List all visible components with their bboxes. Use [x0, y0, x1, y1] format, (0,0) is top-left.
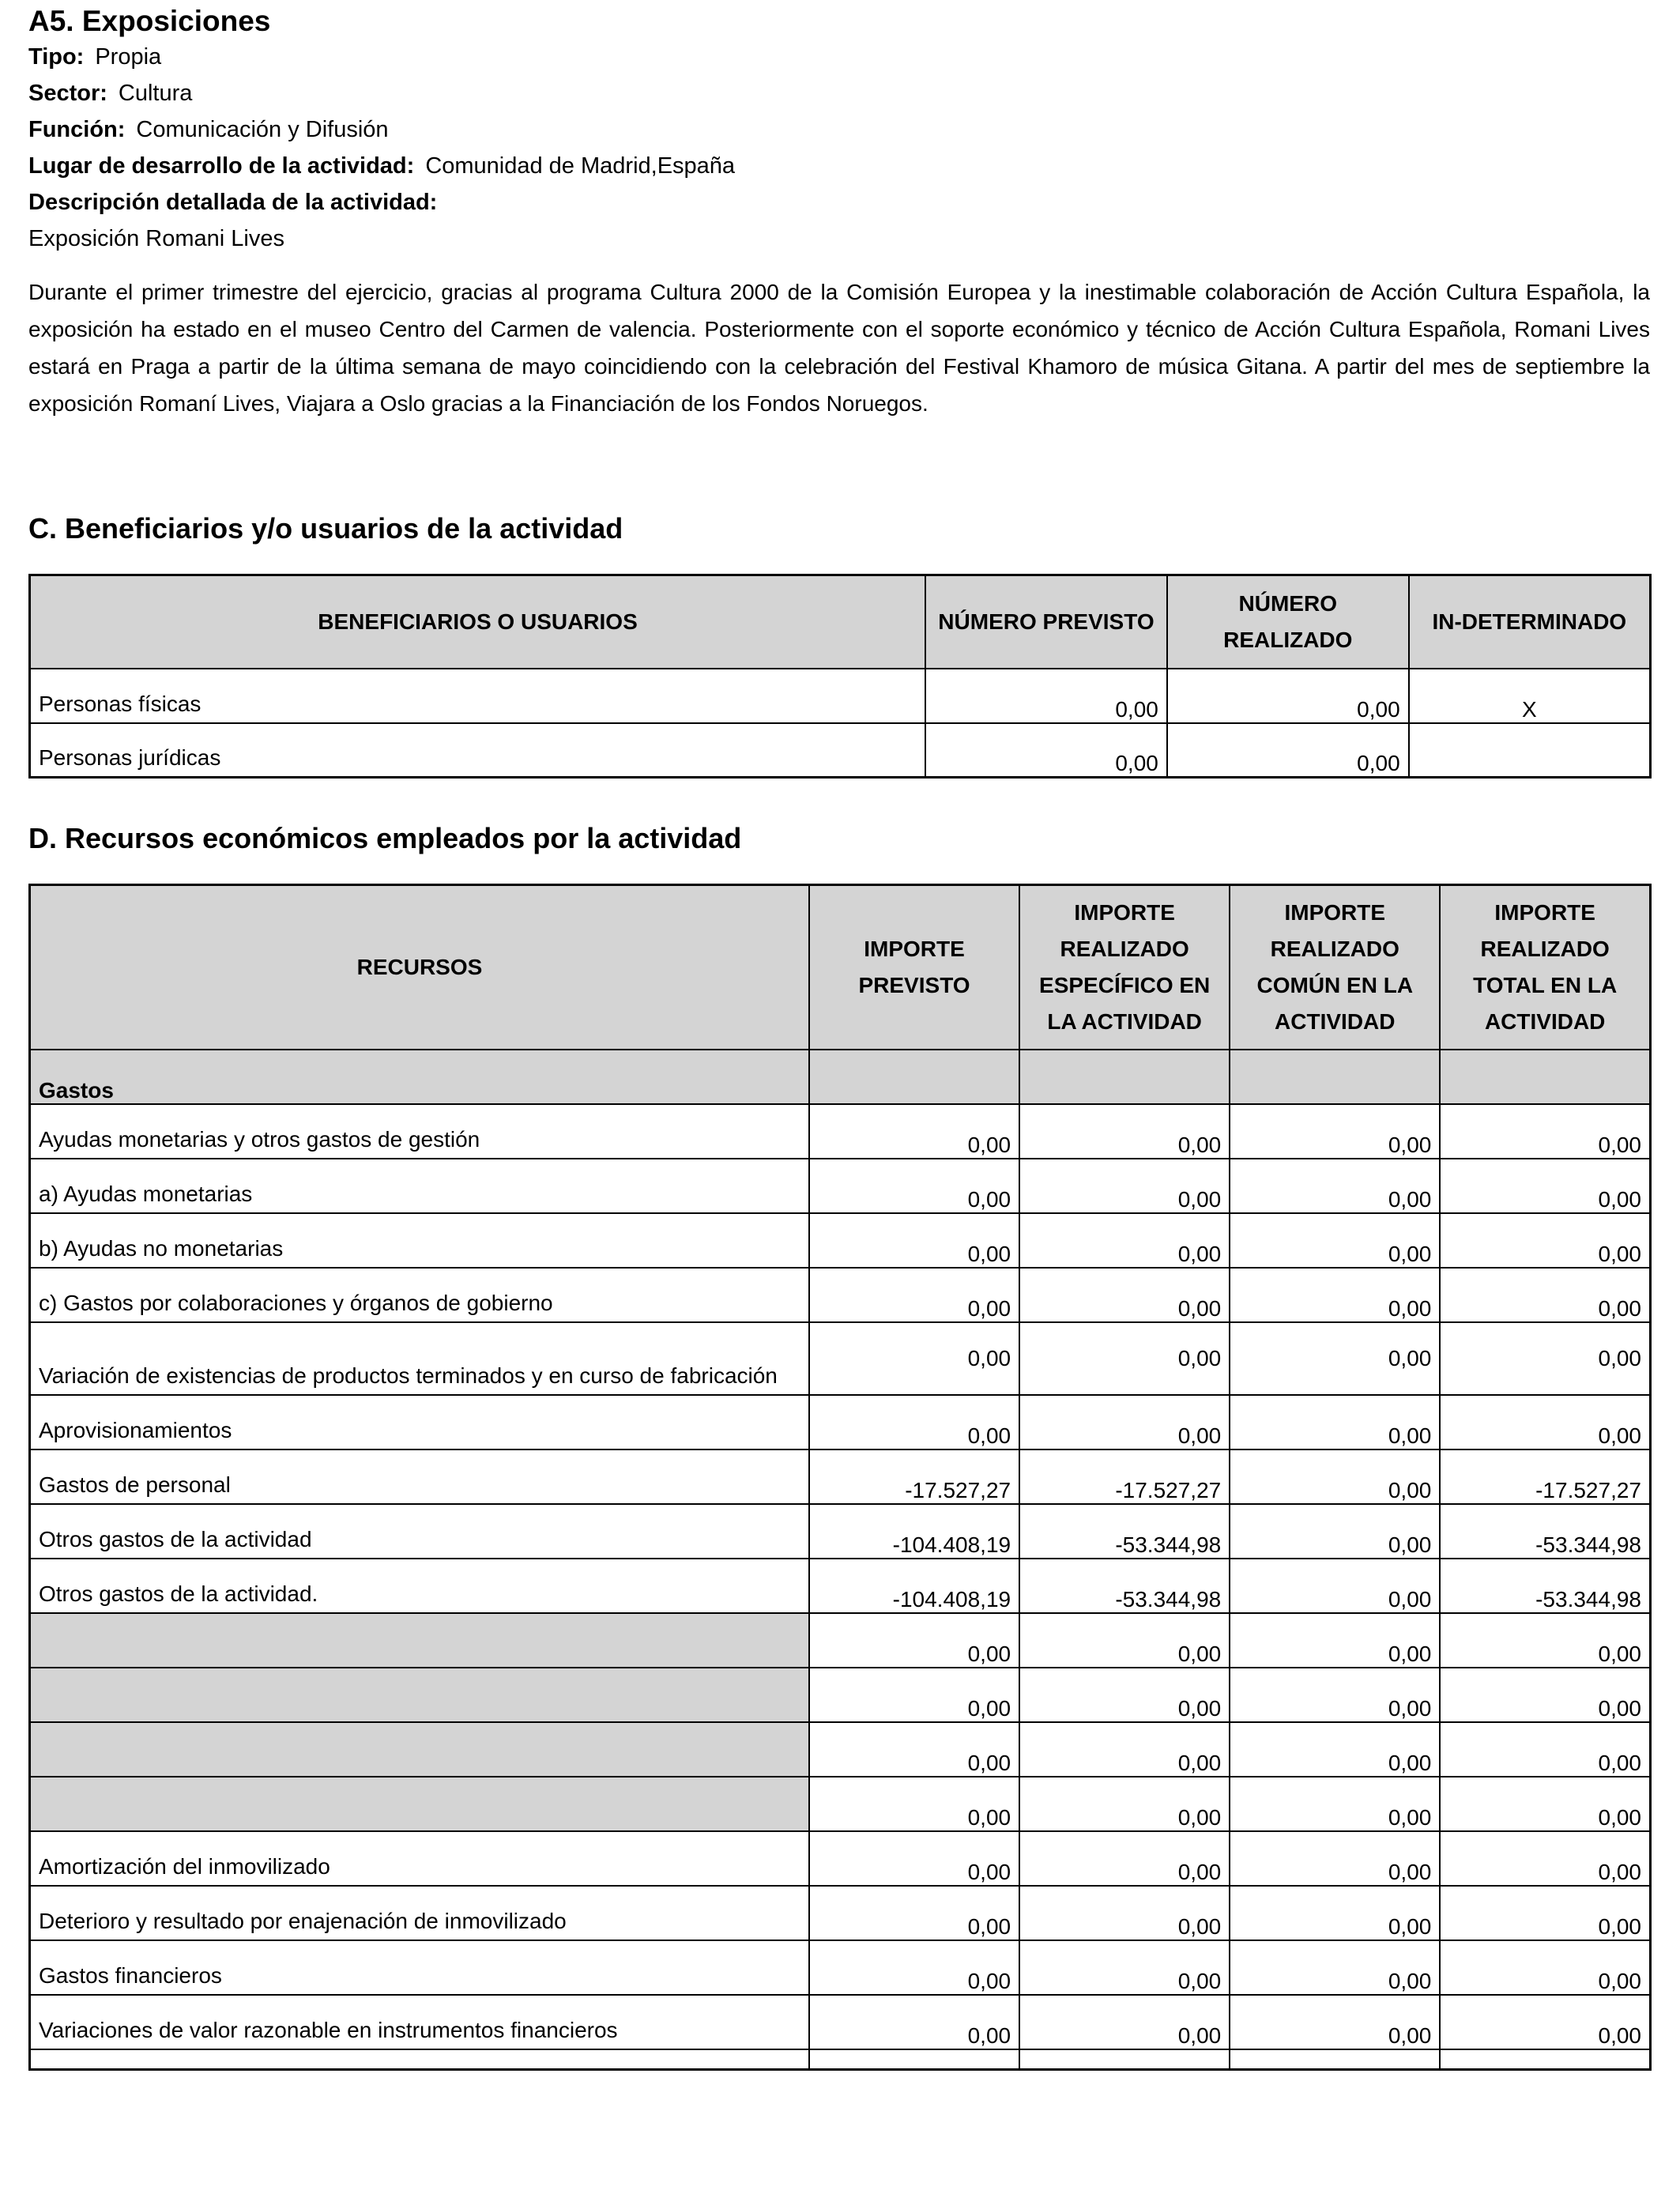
table-row — [30, 1268, 1651, 1322]
amount-cell: 0,00 — [809, 1886, 1019, 1940]
page-title: A5. Exposiciones — [28, 5, 271, 37]
amount-cell: 0,00 — [809, 1940, 1019, 1995]
tipo-value: Propia — [95, 44, 162, 70]
table-row — [30, 1504, 1651, 1559]
amount-cell: 0,00 — [809, 1104, 1019, 1159]
row-label: Otros gastos de la actividad. — [30, 1559, 809, 1613]
row-label: Personas jurídicas — [30, 723, 926, 778]
amount-cell: 0,00 — [1019, 1995, 1230, 2049]
amount-cell: 0,00 — [1440, 1322, 1650, 1395]
col-recursos: RECURSOS — [30, 885, 809, 1050]
sector-value: Cultura — [118, 81, 193, 106]
descripcion-text: Durante el primer trimestre del ejercicio, gracias al programa Cultura 2000 de la Comisión Europea y la inestimable colaboración de Acción Cultura Española, la exposición ha estado en el museo Centro del Carmen de valencia. Posteriormente con el soporte económico y técnico de Acción Cultura Española, Romani Lives estará en Praga a partir de la última semana de mayo coincidiendo con la celebración del Festival Khamoro de música Gitana. A partir del mes de septiembre la exposición Romaní Lives, Viajara a Oslo gracias a la Financiación de los Fondos Noruegos. — [28, 280, 1650, 416]
group-label: Gastos — [30, 1050, 809, 1104]
row-label: Otros gastos de la actividad — [30, 1504, 809, 1559]
cell-previsto: 0,00 — [925, 669, 1167, 723]
empty-cell — [1440, 2049, 1650, 2070]
col-importe-especifico: IMPORTE REALIZADO ESPECÍFICO EN LA ACTIVIDAD — [1019, 885, 1230, 1050]
section-beneficiarios-heading: C. Beneficiarios y/o usuarios de la actividad — [28, 512, 623, 545]
amount-cell: 0,00 — [1019, 1668, 1230, 1722]
table-row — [30, 1213, 1651, 1268]
tipo-line — [28, 44, 161, 70]
col-beneficiarios: BENEFICIARIOS O USUARIOS — [30, 575, 926, 669]
table-row — [30, 1322, 1651, 1395]
row-label: Personas físicas — [30, 669, 926, 723]
table-row — [30, 1449, 1651, 1504]
row-label: b) Ayudas no monetarias — [30, 1213, 809, 1268]
row-label — [30, 1668, 809, 1722]
table-row — [30, 669, 1651, 723]
table-row — [30, 1159, 1651, 1213]
amount-cell: 0,00 — [1230, 1159, 1440, 1213]
beneficiarios-header-row — [30, 575, 1651, 669]
amount-cell: -53.344,98 — [1019, 1559, 1230, 1613]
row-label — [30, 1777, 809, 1831]
amount-cell: 0,00 — [1230, 1886, 1440, 1940]
amount-cell: 0,00 — [1440, 1831, 1650, 1886]
col-importe-comun: IMPORTE REALIZADO COMÚN EN LA ACTIVIDAD — [1230, 885, 1440, 1050]
cell-indeterminado — [1409, 723, 1651, 778]
amount-cell: -53.344,98 — [1440, 1559, 1650, 1613]
table-row — [30, 1940, 1651, 1995]
amount-cell: 0,00 — [1230, 1831, 1440, 1886]
amount-cell: 0,00 — [1019, 1104, 1230, 1159]
amount-cell: 0,00 — [1230, 1559, 1440, 1613]
amount-cell: -53.344,98 — [1440, 1504, 1650, 1559]
amount-cell: 0,00 — [1230, 1940, 1440, 1995]
amount-cell: 0,00 — [1019, 1831, 1230, 1886]
descripcion-label: Descripción detallada de la actividad: — [28, 190, 438, 215]
row-label: Gastos de personal — [30, 1449, 809, 1504]
amount-cell: 0,00 — [809, 1395, 1019, 1449]
row-label: Ayudas monetarias y otros gastos de gestión — [30, 1104, 809, 1159]
amount-cell: 0,00 — [1230, 1104, 1440, 1159]
amount-cell: -104.408,19 — [809, 1559, 1019, 1613]
amount-cell: 0,00 — [1230, 1395, 1440, 1449]
table-row — [30, 1777, 1651, 1831]
amount-cell: 0,00 — [1019, 1159, 1230, 1213]
row-label: Variaciones de valor razonable en instrumentos financieros — [30, 1995, 809, 2049]
amount-cell: 0,00 — [1019, 1395, 1230, 1449]
sector-line — [28, 81, 192, 107]
funcion-value: Comunicación y Difusión — [136, 117, 389, 142]
col-indeterminado: IN-DETERMINADO — [1409, 575, 1651, 669]
amount-cell: -17.527,27 — [1019, 1449, 1230, 1504]
amount-cell: 0,00 — [1440, 1104, 1650, 1159]
recursos-header-row — [30, 885, 1651, 1050]
amount-cell: 0,00 — [809, 1722, 1019, 1777]
amount-cell: 0,00 — [1019, 1268, 1230, 1322]
section-recursos-heading: D. Recursos económicos empleados por la actividad — [28, 822, 742, 854]
row-label: a) Ayudas monetarias — [30, 1159, 809, 1213]
row-label — [30, 1613, 809, 1668]
tipo-label: Tipo: — [28, 44, 85, 70]
amount-cell: 0,00 — [1440, 1613, 1650, 1668]
amount-cell: 0,00 — [1440, 1213, 1650, 1268]
amount-cell: 0,00 — [809, 1159, 1019, 1213]
table-row — [30, 1722, 1651, 1777]
amount-cell: 0,00 — [809, 1831, 1019, 1886]
col-importe-total: IMPORTE REALIZADO TOTAL EN LA ACTIVIDAD — [1440, 885, 1650, 1050]
empty-cell — [1019, 2049, 1230, 2070]
amount-cell: 0,00 — [1019, 1213, 1230, 1268]
amount-cell: 0,00 — [1230, 1668, 1440, 1722]
amount-cell: 0,00 — [809, 1613, 1019, 1668]
amount-cell: 0,00 — [809, 1213, 1019, 1268]
amount-cell: 0,00 — [1019, 1722, 1230, 1777]
amount-cell: 0,00 — [1440, 1722, 1650, 1777]
amount-cell: -104.408,19 — [809, 1504, 1019, 1559]
row-label: Amortización del inmovilizado — [30, 1831, 809, 1886]
col-numero-realizado: NÚMERO REALIZADO — [1167, 575, 1409, 669]
col-importe-previsto: IMPORTE PREVISTO — [809, 885, 1019, 1050]
lugar-value: Comunidad de Madrid,España — [425, 153, 736, 179]
amount-cell: 0,00 — [1440, 1268, 1650, 1322]
amount-cell: 0,00 — [1230, 1995, 1440, 2049]
table-row — [30, 1613, 1651, 1668]
table-row — [30, 1104, 1651, 1159]
recursos-body — [30, 1104, 1651, 2070]
table-row — [30, 1886, 1651, 1940]
amount-cell: -17.527,27 — [809, 1449, 1019, 1504]
funcion-line — [28, 117, 389, 143]
recursos-table — [28, 884, 1652, 2071]
amount-cell: 0,00 — [1230, 1449, 1440, 1504]
table-row — [30, 1831, 1651, 1886]
amount-cell: 0,00 — [1019, 1777, 1230, 1831]
row-label — [30, 1722, 809, 1777]
amount-cell: 0,00 — [1440, 1886, 1650, 1940]
beneficiarios-table — [28, 574, 1652, 778]
cell-previsto: 0,00 — [925, 723, 1167, 778]
descripcion-title: Exposición Romani Lives — [28, 226, 284, 251]
table-row — [30, 1395, 1651, 1449]
group-cell — [809, 1050, 1019, 1104]
amount-cell: 0,00 — [1019, 1322, 1230, 1395]
group-cell — [1230, 1050, 1440, 1104]
amount-cell: 0,00 — [1440, 1777, 1650, 1831]
cell-realizado: 0,00 — [1167, 669, 1409, 723]
empty-cell — [809, 2049, 1019, 2070]
amount-cell: 0,00 — [1440, 1159, 1650, 1213]
table-footer-row — [30, 2049, 1651, 2070]
amount-cell: -17.527,27 — [1440, 1449, 1650, 1504]
group-cell — [1019, 1050, 1230, 1104]
amount-cell: 0,00 — [1440, 1668, 1650, 1722]
table-row — [30, 1995, 1651, 2049]
amount-cell: 0,00 — [809, 1668, 1019, 1722]
table-row — [30, 1668, 1651, 1722]
lugar-label: Lugar de desarrollo de la actividad: — [28, 153, 415, 179]
amount-cell: 0,00 — [1230, 1613, 1440, 1668]
amount-cell: 0,00 — [1230, 1722, 1440, 1777]
amount-cell: 0,00 — [1019, 1940, 1230, 1995]
amount-cell: 0,00 — [1230, 1777, 1440, 1831]
row-label: c) Gastos por colaboraciones y órganos de gobierno — [30, 1268, 809, 1322]
amount-cell: 0,00 — [1440, 1940, 1650, 1995]
row-label: Gastos financieros — [30, 1940, 809, 1995]
amount-cell: 0,00 — [809, 1777, 1019, 1831]
amount-cell: 0,00 — [809, 1268, 1019, 1322]
amount-cell: 0,00 — [1230, 1322, 1440, 1395]
sector-label: Sector: — [28, 81, 107, 106]
amount-cell: 0,00 — [1230, 1504, 1440, 1559]
gastos-group-row — [30, 1050, 1651, 1104]
amount-cell: 0,00 — [809, 1995, 1019, 2049]
cell-realizado: 0,00 — [1167, 723, 1409, 778]
amount-cell: 0,00 — [1230, 1268, 1440, 1322]
amount-cell: 0,00 — [1230, 1213, 1440, 1268]
amount-cell: 0,00 — [1440, 1395, 1650, 1449]
lugar-line — [28, 153, 735, 179]
table-row — [30, 1559, 1651, 1613]
row-label: Deterioro y resultado por enajenación de inmovilizado — [30, 1886, 809, 1940]
amount-cell: 0,00 — [1019, 1886, 1230, 1940]
amount-cell: 0,00 — [1019, 1613, 1230, 1668]
empty-cell — [1230, 2049, 1440, 2070]
empty-cell — [30, 2049, 809, 2070]
group-cell — [1440, 1050, 1650, 1104]
amount-cell: 0,00 — [1440, 1995, 1650, 2049]
table-row — [30, 723, 1651, 778]
col-numero-previsto: NÚMERO PREVISTO — [925, 575, 1167, 669]
funcion-label: Función: — [28, 117, 126, 142]
amount-cell: 0,00 — [809, 1322, 1019, 1395]
row-label: Variación de existencias de productos terminados y en curso de fabricación — [30, 1322, 809, 1395]
amount-cell: -53.344,98 — [1019, 1504, 1230, 1559]
row-label: Aprovisionamientos — [30, 1395, 809, 1449]
cell-indeterminado: X — [1409, 669, 1651, 723]
descripcion-line — [28, 190, 448, 216]
